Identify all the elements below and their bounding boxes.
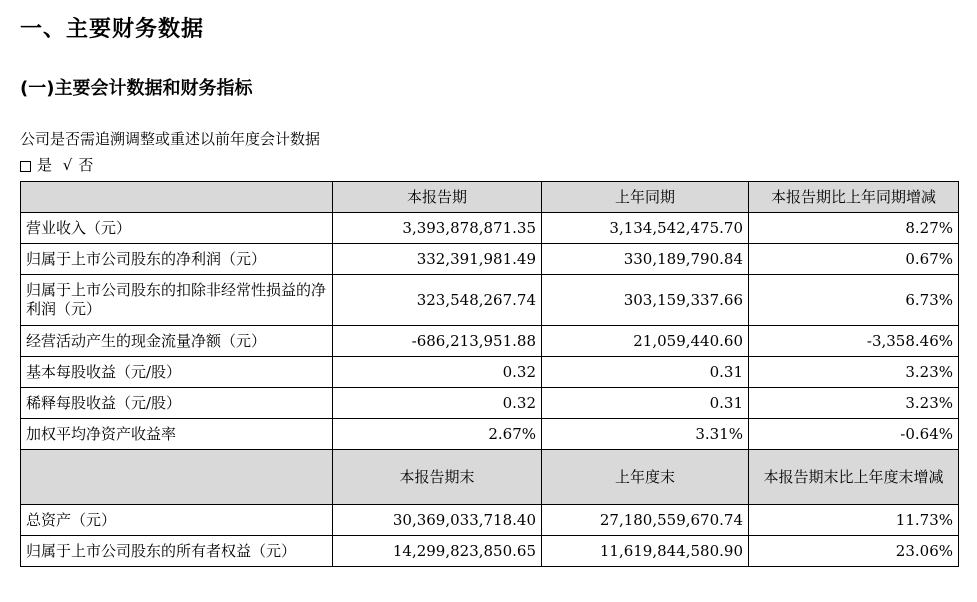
cell-value: 11.73%	[749, 505, 959, 536]
cell-value: 30,369,033,718.40	[333, 505, 542, 536]
row-label: 归属于上市公司股东的所有者权益（元）	[21, 536, 333, 567]
cell-value: 8.27%	[749, 213, 959, 244]
cell-value: 14,299,823,850.65	[333, 536, 542, 567]
cell-value: 332,391,981.49	[333, 244, 542, 275]
table-row	[21, 326, 959, 357]
row-label: 稀释每股收益（元/股）	[21, 388, 333, 419]
table-row	[21, 244, 959, 275]
row-label: 总资产（元）	[21, 505, 333, 536]
table-row	[21, 505, 959, 536]
table-row	[21, 275, 959, 326]
subsection-title: (一)主要会计数据和财务指标	[20, 78, 253, 99]
cell-value: 3,393,878,871.35	[333, 213, 542, 244]
cell-value: 0.31	[542, 357, 749, 388]
header-cell: 本报告期	[333, 182, 542, 213]
cell-value: 303,159,337.66	[542, 275, 749, 326]
cell-value: 6.73%	[749, 275, 959, 326]
cell-value: 21,059,440.60	[542, 326, 749, 357]
financial-data-table	[20, 181, 959, 567]
table-row	[21, 388, 959, 419]
cell-value: 3.31%	[542, 419, 749, 450]
table-header-row	[21, 182, 959, 213]
cell-value: 330,189,790.84	[542, 244, 749, 275]
section-title: 一、主要财务数据	[20, 17, 205, 42]
cell-value: 0.31	[542, 388, 749, 419]
cell-value: -0.64%	[749, 419, 959, 450]
option-yes-label: 是	[37, 156, 53, 174]
option-no-label: 否	[78, 156, 94, 174]
restatement-question: 公司是否需追溯调整或重述以前年度会计数据	[20, 130, 321, 148]
table-row	[21, 213, 959, 244]
restatement-options	[20, 154, 99, 175]
header-cell: 上年度末	[542, 450, 749, 505]
row-label: 归属于上市公司股东的扣除非经常性损益的净利润（元）	[21, 275, 333, 326]
checkbox-icon[interactable]	[20, 161, 31, 172]
table-row	[21, 357, 959, 388]
header-cell: 上年同期	[542, 182, 749, 213]
cell-value: 0.67%	[749, 244, 959, 275]
cell-value: 2.67%	[333, 419, 542, 450]
row-label: 营业收入（元）	[21, 213, 333, 244]
header-cell	[21, 450, 333, 505]
header-cell	[21, 182, 333, 213]
table-row	[21, 419, 959, 450]
check-mark-icon: √	[62, 156, 73, 174]
header-cell: 本报告期末比上年度末增减	[749, 450, 959, 505]
header-cell: 本报告期末	[333, 450, 542, 505]
cell-value: 23.06%	[749, 536, 959, 567]
row-label: 经营活动产生的现金流量净额（元）	[21, 326, 333, 357]
row-label: 加权平均净资产收益率	[21, 419, 333, 450]
cell-value: -3,358.46%	[749, 326, 959, 357]
cell-value: 27,180,559,670.74	[542, 505, 749, 536]
row-label: 基本每股收益（元/股）	[21, 357, 333, 388]
table-header-row	[21, 450, 959, 505]
cell-value: 3,134,542,475.70	[542, 213, 749, 244]
cell-value: 11,619,844,580.90	[542, 536, 749, 567]
table-row	[21, 536, 959, 567]
cell-value: 3.23%	[749, 357, 959, 388]
cell-value: 323,548,267.74	[333, 275, 542, 326]
cell-value: 0.32	[333, 388, 542, 419]
header-cell: 本报告期比上年同期增减	[749, 182, 959, 213]
cell-value: 0.32	[333, 357, 542, 388]
cell-value: -686,213,951.88	[333, 326, 542, 357]
row-label: 归属于上市公司股东的净利润（元）	[21, 244, 333, 275]
cell-value: 3.23%	[749, 388, 959, 419]
